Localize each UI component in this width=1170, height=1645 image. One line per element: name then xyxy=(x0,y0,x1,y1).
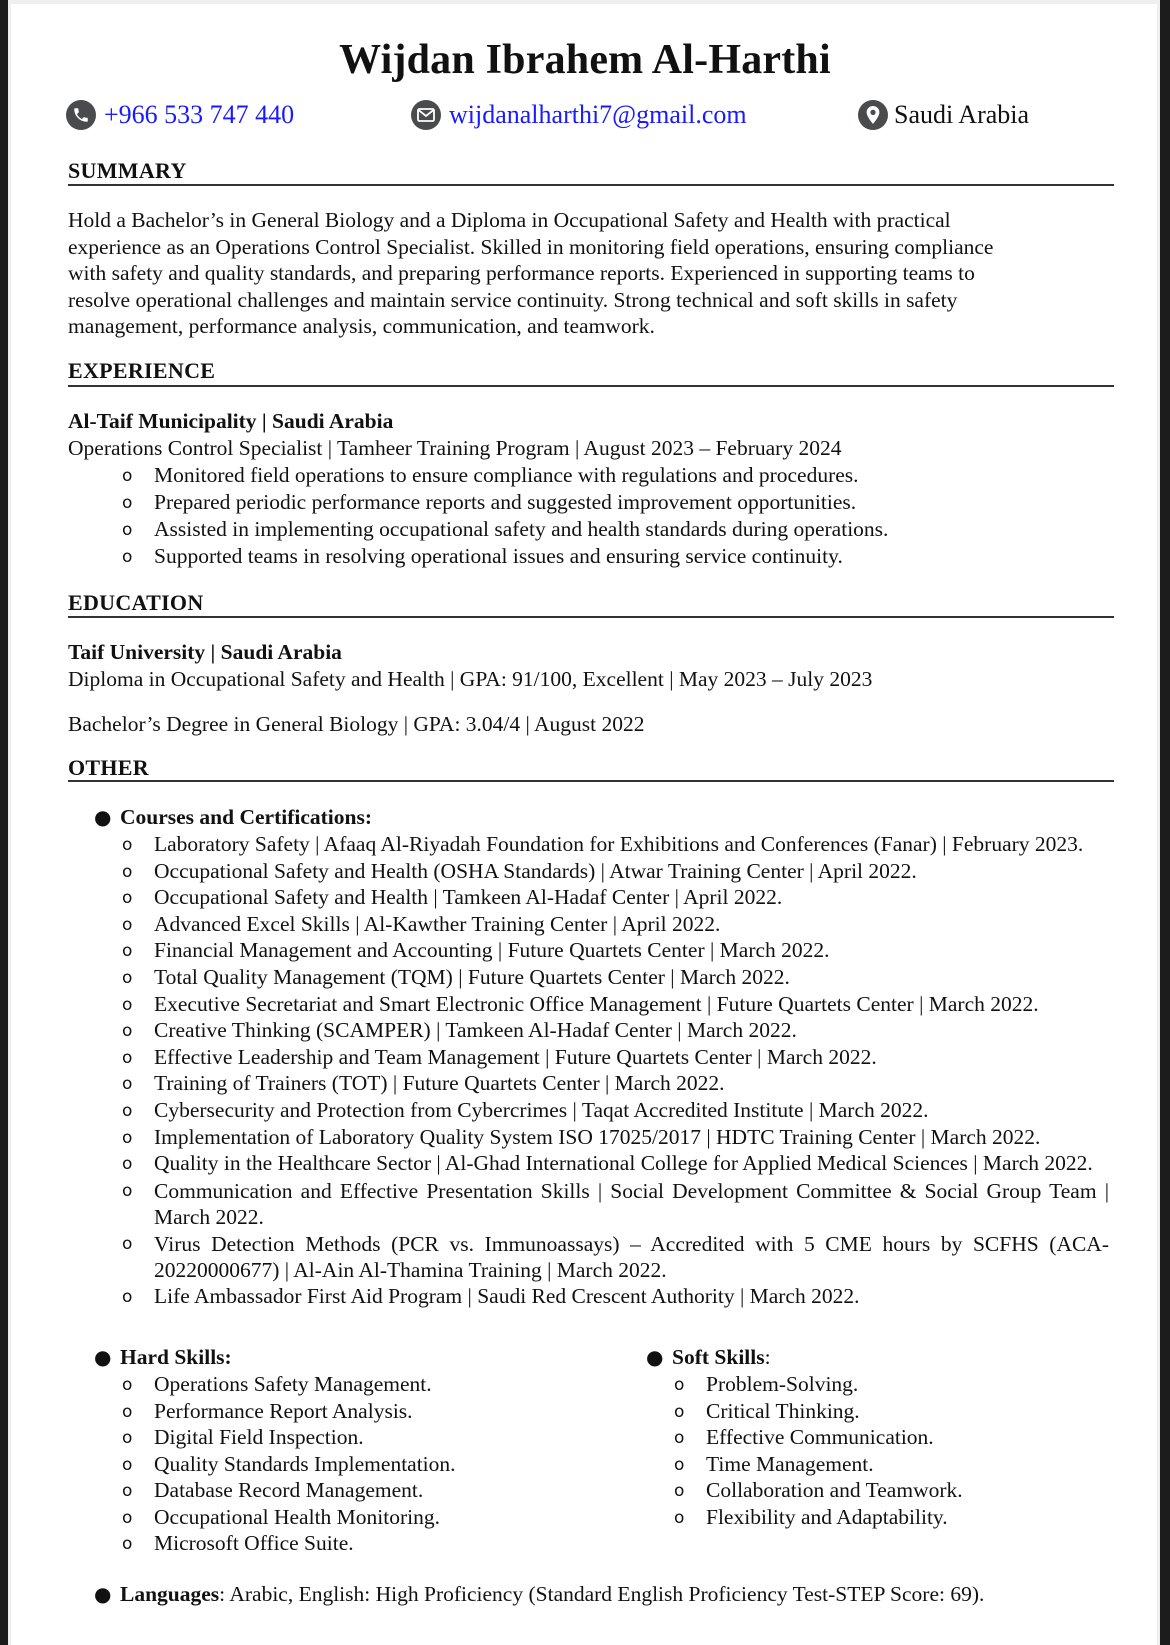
circle-bullet-icon: o xyxy=(122,1401,133,1422)
list-item: o Laboratory Safety | Afaaq Al-Riyadah Foundation for Exhibitions and Conferences (Fanar) | February 2023. xyxy=(122,832,1084,856)
circle-bullet-icon: o xyxy=(122,547,133,567)
mail-icon xyxy=(411,100,441,130)
summary-line: with safety and quality standards, and preparing performance reports. Experienced in supporting teams to xyxy=(68,261,975,285)
circle-bullet-icon: o xyxy=(122,1127,133,1148)
section-title-education: EDUCATION xyxy=(68,590,204,615)
experience-bullet: o Prepared periodic performance reports and suggested improvement opportunities. xyxy=(122,490,857,514)
location-pin-icon xyxy=(858,100,888,130)
section-divider xyxy=(68,616,1114,618)
list-item: o Time Management. xyxy=(674,1451,874,1476)
phone-icon xyxy=(66,100,96,130)
circle-bullet-icon: o xyxy=(674,1507,685,1528)
contact-phone xyxy=(66,100,294,130)
summary-line: experience as an Operations Control Specialist. Skilled in monitoring field operations, ensuring compliance xyxy=(68,234,994,259)
list-item: o Advanced Excel Skills | Al-Kawther Training Center | April 2022. xyxy=(122,911,721,936)
circle-bullet-icon: o xyxy=(674,1428,685,1448)
circle-bullet-icon: o xyxy=(674,1481,685,1501)
list-item: o Occupational Safety and Health | Tamkeen Al-Hadaf Center | April 2022. xyxy=(122,885,783,910)
circle-bullet-icon: o xyxy=(122,1481,133,1501)
list-item: o Collaboration and Teamwork. xyxy=(674,1478,963,1502)
section-divider xyxy=(68,780,1114,782)
circle-bullet-icon: o xyxy=(122,1534,133,1554)
section-title-summary: SUMMARY xyxy=(68,158,187,183)
circle-bullet-icon: o xyxy=(122,914,133,935)
contact-location xyxy=(858,100,1029,130)
list-item: o Flexibility and Adaptability. xyxy=(674,1504,948,1529)
candidate-name: Wijdan Ibrahem Al-Harthi xyxy=(339,37,831,83)
languages-text: : Arabic, English: High Proficiency (Standard English Proficiency Test-STEP Score: 69). xyxy=(219,1582,985,1606)
list-item: o Total Quality Management (TQM) | Future Quartets Center | March 2022. xyxy=(122,965,790,989)
list-item: o Critical Thinking. xyxy=(674,1398,860,1423)
bullet-icon: ● xyxy=(646,1345,664,1369)
list-item: o Life Ambassador First Aid Program | Saudi Red Crescent Authority | March 2022. xyxy=(122,1284,860,1309)
circle-bullet-icon: o xyxy=(122,1154,133,1175)
circle-bullet-icon: o xyxy=(122,888,133,909)
circle-bullet-icon: o xyxy=(122,1454,133,1475)
list-item: o Digital Field Inspection. xyxy=(122,1425,364,1449)
circle-bullet-icon: o xyxy=(122,941,133,962)
education-org: Taif University | Saudi Arabia xyxy=(68,640,342,664)
experience-bullet: o Assisted in implementing occupational safety and health standards during operations. xyxy=(122,517,889,541)
list-item: o Operations Safety Management. xyxy=(122,1372,432,1396)
phone-link[interactable]: +966 533 747 440 xyxy=(104,100,295,129)
circle-bullet-icon: o xyxy=(122,1101,133,1121)
education-degree: Diploma in Occupational Safety and Health | GPA: 91/100, Excellent | May 2023 – July 2023 xyxy=(68,667,873,691)
hard-skills-heading: ● Hard Skills: xyxy=(94,1345,232,1369)
soft-skills-heading: ● Soft Skills: xyxy=(646,1345,771,1369)
list-item: o Performance Report Analysis. xyxy=(122,1398,413,1423)
list-item: o Executive Secretariat and Smart Electronic Office Management | Future Quartets Center | March 2022. xyxy=(122,991,1039,1016)
circle-bullet-icon: o xyxy=(674,1454,685,1475)
circle-bullet-icon: o xyxy=(122,1287,133,1308)
experience-role: Operations Control Specialist | Tamheer Training Program | August 2023 – February 2024 xyxy=(68,436,842,460)
circle-bullet-icon: o xyxy=(674,1401,685,1422)
summary-line: resolve operational challenges and maintain service continuity. Strong technical and soft skills in safety xyxy=(68,287,958,312)
circle-bullet-icon: o xyxy=(122,1375,133,1395)
education-degree: Bachelor’s Degree in General Biology | GPA: 3.04/4 | August 2022 xyxy=(68,712,645,736)
courses-heading: ● Courses and Certifications: xyxy=(94,805,373,829)
list-item: o Quality in the Healthcare Sector | Al-Ghad International College for Applied Medical Sciences | March 2022. xyxy=(122,1151,1093,1176)
summary-line: management, performance analysis, communication, and teamwork. xyxy=(68,314,655,338)
section-divider xyxy=(68,184,1114,186)
list-item: o Microsoft Office Suite. xyxy=(122,1531,354,1555)
bullet-icon: ● xyxy=(94,1345,112,1369)
circle-bullet-icon: o xyxy=(122,1074,133,1095)
experience-org: Al-Taif Municipality | Saudi Arabia xyxy=(68,409,394,433)
circle-bullet-icon: o xyxy=(122,1234,133,1254)
languages-label: Languages xyxy=(120,1582,220,1606)
list-item: o Effective Leadership and Team Management | Future Quartets Center | March 2022. xyxy=(122,1044,877,1069)
list-item: o Problem-Solving. xyxy=(674,1372,859,1396)
location-text: Saudi Arabia xyxy=(894,100,1030,129)
list-item: o Training of Trainers (TOT) | Future Quartets Center | March 2022. xyxy=(122,1071,725,1096)
bullet-icon: ● xyxy=(94,805,112,829)
summary-text xyxy=(68,207,1118,340)
list-item: o Occupational Health Monitoring. xyxy=(122,1504,440,1529)
summary-line: Hold a Bachelor’s in General Biology and a Diploma in Occupational Safety and Health with practical xyxy=(68,208,951,232)
circle-bullet-icon: o xyxy=(122,466,133,486)
circle-bullet-icon: o xyxy=(122,1507,133,1528)
email-link[interactable]: wijdanalharthi7@gmail.com xyxy=(449,100,747,129)
list-item: o Financial Management and Accounting | Future Quartets Center | March 2022. xyxy=(122,938,830,963)
list-item: o Communication and Effective Presentation Skills | Social Development Committee & Social Group Team | March 2022. xyxy=(122,1178,1109,1229)
section-title-experience: EXPERIENCE xyxy=(68,358,216,383)
circle-bullet-icon: o xyxy=(122,968,133,988)
list-item: o Implementation of Laboratory Quality System ISO 17025/2017 | HDTC Training Center | March 2022. xyxy=(122,1124,1041,1149)
experience-bullet: o Monitored field operations to ensure compliance with regulations and procedures. xyxy=(122,463,859,487)
list-item: o Database Record Management. xyxy=(122,1478,424,1502)
list-item: o Creative Thinking (SCAMPER) | Tamkeen Al-Hadaf Center | March 2022. xyxy=(122,1018,797,1043)
list-item: o Occupational Safety and Health (OSHA Standards) | Atwar Training Center | April 2022. xyxy=(122,858,917,883)
experience-bullet: o Supported teams in resolving operational issues and ensuring service continuity. xyxy=(122,544,843,568)
section-title-other: OTHER xyxy=(68,755,149,780)
contact-email xyxy=(411,100,747,130)
circle-bullet-icon: o xyxy=(122,520,133,540)
languages-line xyxy=(94,1582,985,1607)
list-item: o Effective Communication. xyxy=(674,1425,934,1449)
circle-bullet-icon: o xyxy=(122,835,133,855)
circle-bullet-icon: o xyxy=(122,861,133,882)
circle-bullet-icon: o xyxy=(122,493,133,513)
list-item: o Cybersecurity and Protection from Cybercrimes | Taqat Accredited Institute | March 2022. xyxy=(122,1098,929,1122)
bullet-icon: ● xyxy=(94,1582,112,1606)
list-item: o Quality Standards Implementation. xyxy=(122,1451,456,1476)
circle-bullet-icon: o xyxy=(122,1180,133,1201)
circle-bullet-icon: o xyxy=(122,1021,133,1042)
circle-bullet-icon: o xyxy=(122,1047,133,1068)
circle-bullet-icon: o xyxy=(674,1375,685,1395)
circle-bullet-icon: o xyxy=(122,994,133,1015)
section-divider xyxy=(68,385,1114,387)
list-item: o Virus Detection Methods (PCR vs. Immunoassays) – Accredited with 5 CME hours by SCFHS (ACA-20220000677) | Al-Ain Al-Thamina Training | March 2022. xyxy=(122,1232,1109,1282)
circle-bullet-icon: o xyxy=(122,1428,133,1448)
